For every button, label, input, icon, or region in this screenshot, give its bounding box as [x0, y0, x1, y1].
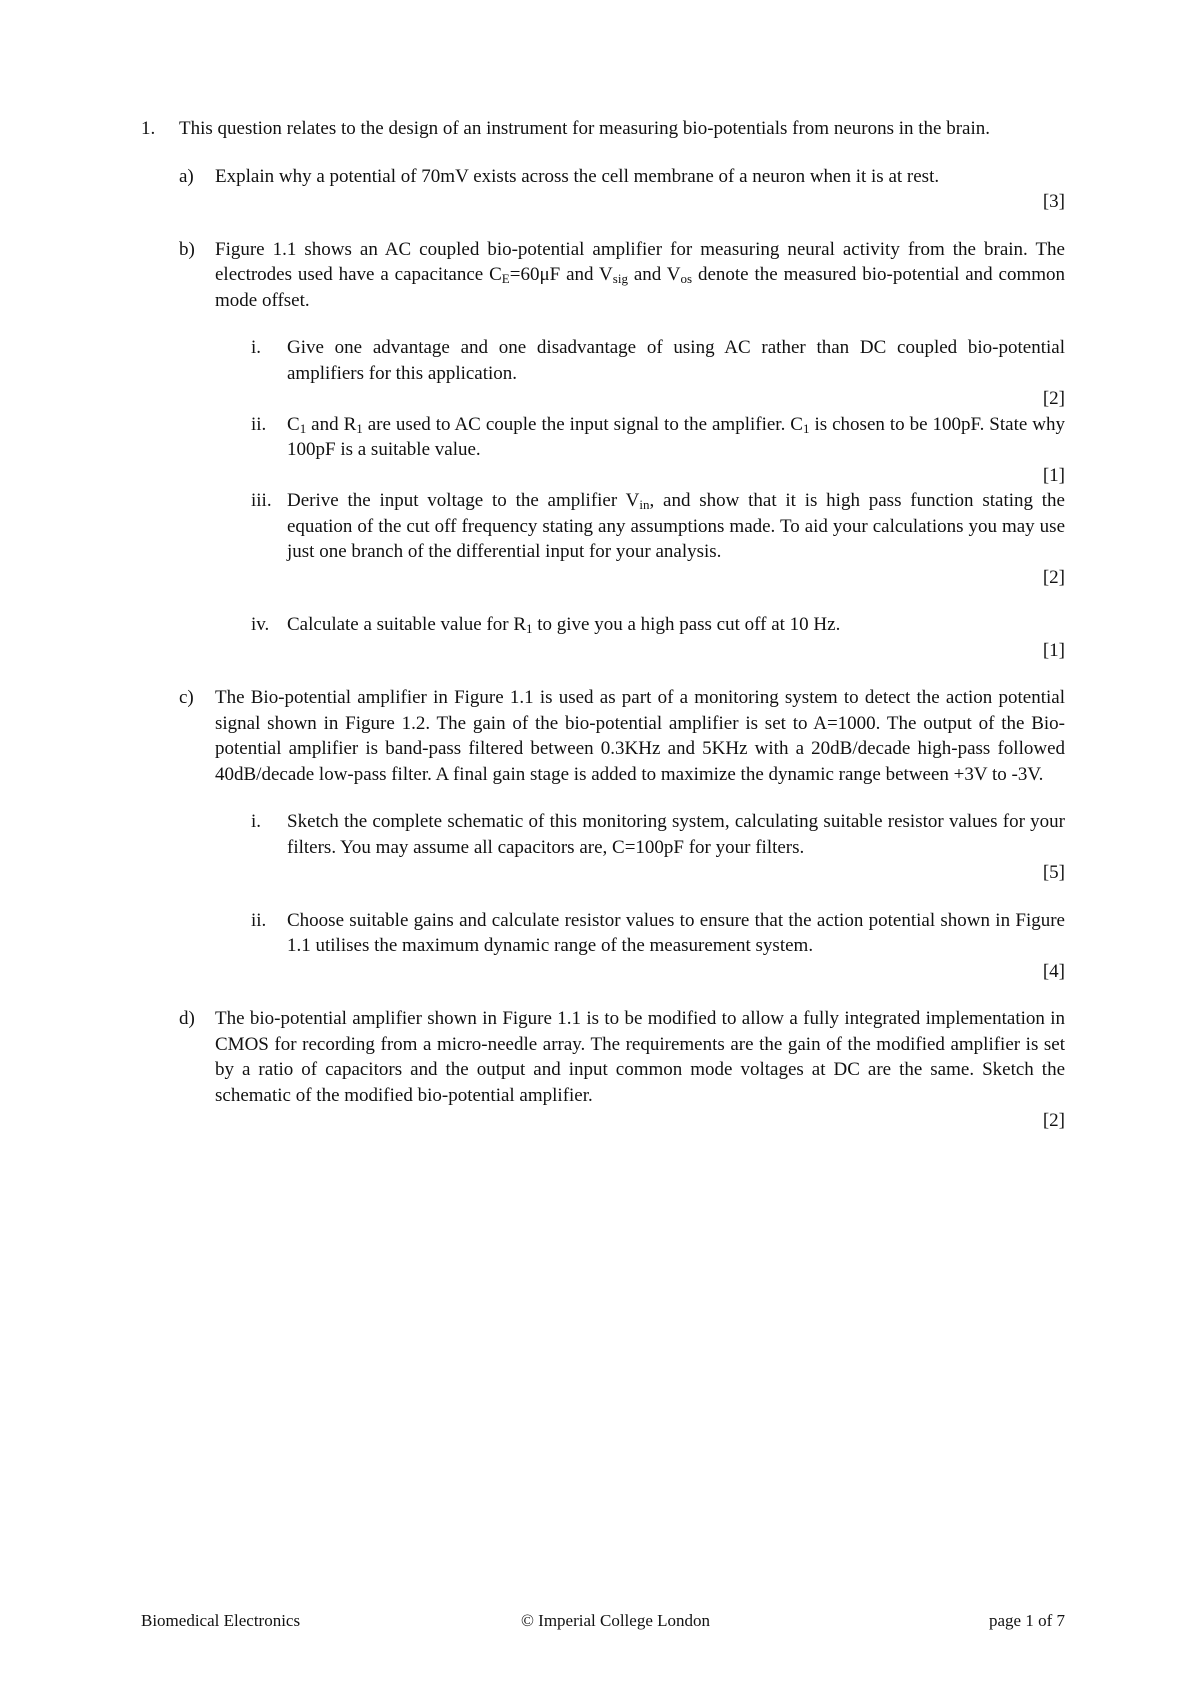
- marks: [2]: [1042, 388, 1065, 409]
- page-footer: [141, 1608, 1065, 1632]
- part-label: b): [179, 238, 195, 260]
- footer-course: Biomedical Electronics: [141, 1611, 301, 1630]
- part-b-iii: [215, 488, 1065, 590]
- part-b-ii: [215, 412, 1065, 489]
- item-text: Derive the input voltage to the amplifier $V_{in}$, and show that it is high pass function stating the equation of the cut off frequency stating any assumptions made. To aid your calculations you may use just one branch of the differential input for your analysis.: [287, 490, 1065, 562]
- marks: [5]: [1042, 862, 1065, 883]
- item-text: Calculate a suitable value for $R_1$ to give you a high pass cut off at 10 Hz.: [287, 614, 841, 636]
- marks: [4]: [1042, 960, 1065, 982]
- marks: [1]: [1042, 639, 1065, 661]
- marks: [2]: [1042, 566, 1065, 588]
- part-a: [179, 164, 1065, 215]
- question-intro-text: This question relates to the design of an instrument for measuring bio-potentials from neurons in the brain.: [179, 118, 991, 139]
- item-label: i.: [251, 811, 262, 832]
- part-c-ii: [215, 908, 1065, 985]
- footer-page-number: page 1 of 7: [988, 1611, 1065, 1630]
- part-b-text: Figure 1.1 shows an AC coupled bio-potential amplifier for measuring neural activity from the brain. The electrodes used have a capacitance $C_E=60\mu F$ and $V_{sig}$ and $V_{os}$ denote the measured bio-potential and common mode offset.: [215, 238, 1066, 311]
- part-label: c): [179, 687, 194, 708]
- item-text: $C_1$ and $R_1$ are used to AC couple the input signal to the amplifier. $C_1$ is chosen to be 100pF. State why 100pF is a suitable value.: [287, 413, 1066, 460]
- question-number: 1.: [141, 118, 156, 139]
- item-text: Sketch the complete schematic of this monitoring system, calculating suitable resistor values for your filters. You may assume all capacitors are, C=100pF for your filters.: [287, 811, 1065, 858]
- part-b: [179, 237, 1065, 664]
- item-label: ii.: [251, 413, 267, 435]
- part-a-text: Explain why a potential of 70mV exists across the cell membrane of a neuron when it is at rest.: [215, 165, 940, 187]
- item-label: iv.: [251, 614, 270, 635]
- item-text: Give one advantage and one disadvantage of using AC rather than DC coupled bio-potential amplifiers for this application.: [287, 337, 1065, 384]
- item-label: i.: [251, 337, 262, 358]
- part-label: d): [179, 1008, 195, 1029]
- question-1: [141, 116, 1065, 1134]
- part-c-i: [215, 809, 1065, 886]
- part-b-i: [215, 335, 1065, 412]
- item-label: ii.: [251, 909, 267, 931]
- marks: [2]: [1042, 1110, 1065, 1131]
- part-c-text: The Bio-potential amplifier in Figure 1.1 is used as part of a monitoring system to detect the action potential signal shown in Figure 1.2. The gain of the bio-potential amplifier is set to A=1000. The output of the Bio-potential amplifier is band-pass filtered between 0.3KHz and 5KHz with a 20dB/decade high-pass followed 40dB/decade low-pass filter. A final gain stage is added to maximize the dynamic range between +3V to -3V.: [215, 687, 1065, 785]
- marks: [1]: [1042, 464, 1065, 486]
- part-label: a): [179, 165, 194, 187]
- part-d-text: The bio-potential amplifier shown in Figure 1.1 is to be modified to allow a fully integrated implementation in CMOS for recording from a micro-needle array. The requirements are the gain of the modified amplifier is set by a ratio of capacitors and the output and input common mode voltages at DC are the same. Sketch the schematic of the modified bio-potential amplifier.: [215, 1008, 1065, 1106]
- part-d: [179, 1006, 1065, 1134]
- item-label: iii.: [251, 490, 272, 511]
- footer-copyright: © Imperial College London: [521, 1611, 711, 1630]
- part-b-iv: [215, 612, 1065, 663]
- part-c: [179, 685, 1065, 984]
- marks: [3]: [1042, 191, 1065, 212]
- item-text: Choose suitable gains and calculate resistor values to ensure that the action potential shown in Figure 1.1 utilises the maximum dynamic range of the measurement system.: [287, 909, 1065, 956]
- question-intro: [141, 116, 1065, 142]
